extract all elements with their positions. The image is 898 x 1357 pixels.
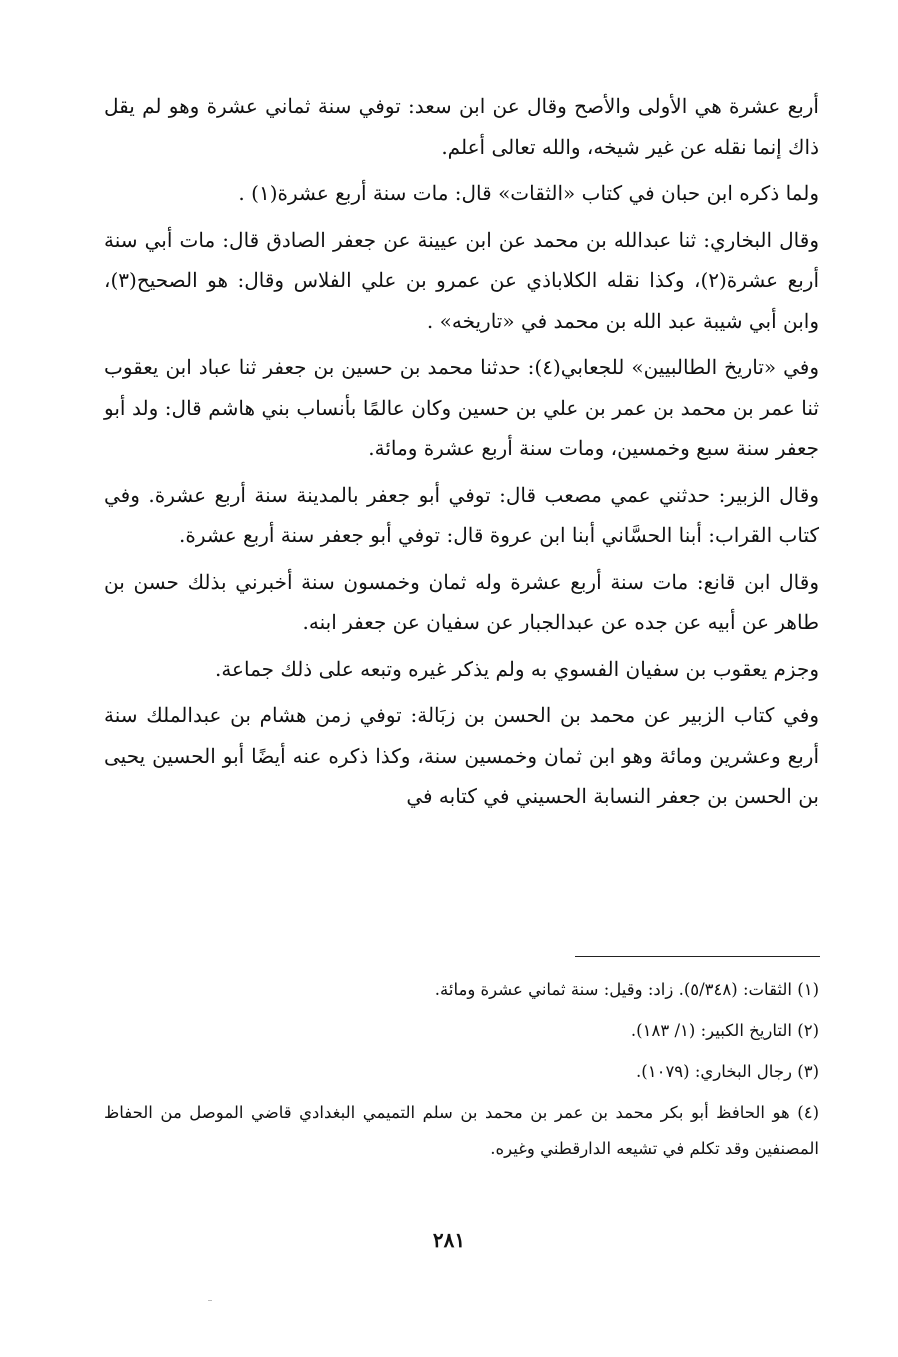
paragraph: وقال الزبير: حدثني عمي مصعب قال: توفي أبو جعفر بالمدينة سنة أربع عشرة. وفي كتاب القراب: أبنا الحسَّاني أبنا ابن عروة قال: توفي أبو جعفر سنة أربع عشرة. bbox=[104, 482, 819, 547]
page-number: ٢٨١ bbox=[432, 1228, 466, 1252]
paragraph: وقال ابن قانع: مات سنة أربع عشرة وله ثمان وخمسون سنة أخبرني بذلك حسن بن طاهر عن أبيه عن جده عن عبدالجبار عن سفيان عن جعفر ابنه. bbox=[104, 569, 819, 634]
footnote-divider bbox=[575, 956, 820, 957]
footnote: (٣) رجال البخاري: (١٠٧٩). bbox=[636, 1062, 819, 1081]
main-text bbox=[104, 86, 819, 823]
footnote: (١) الثقات: (٥/٣٤٨). زاد: وقيل: سنة ثماني عشرة ومائة. bbox=[434, 980, 819, 999]
paragraph: وقال البخاري: ثنا عبدالله بن محمد عن ابن عيينة عن جعفر الصادق قال: مات أبي سنة أربع عشرة(٢)، وكذا نقله الكلاباذي عن عمرو بن علي الفلاس وقال: هو الصحيح(٣)، وابن أبي شيبة عبد الله بن محمد في «تاريخه» . bbox=[104, 227, 819, 333]
footnotes bbox=[104, 972, 819, 1172]
paragraph: وفي «تاريخ الطالبيين» للجعابي(٤): حدثنا محمد بن حسين بن جعفر ثنا عباد ابن يعقوب ثنا عمر بن محمد بن عمر بن علي بن حسين وكان عالمًا بأنساب بني هاشم قال: ولد أبو جعفر سنة سبع وخمسين، ومات سنة أربع عشرة ومائة. bbox=[104, 355, 819, 460]
footnote: (٤) هو الحافظ أبو بكر محمد بن عمر بن محمد بن سلم التميمي البغدادي قاضي الموصل من الحفاظ المصنفين وقد تكلم في تشيعه الدارقطني وغيره. bbox=[104, 1103, 819, 1158]
footnote: (٢) التاريخ الكبير: (١/ ١٨٣). bbox=[630, 1021, 819, 1040]
paragraph: وفي كتاب الزبير عن محمد بن الحسن بن زبَالة: توفي زمن هشام بن عبدالملك سنة أربع وعشرين ومائة وهو ابن ثمان وخمسين سنة، وكذا ذكره عنه أيضًا أبو الحسين يحيى بن الحسن بن جعفر النسابة الحسيني في كتابه في bbox=[104, 703, 819, 808]
scan-speck bbox=[208, 1300, 212, 1301]
paragraph: أربع عشرة هي الأولى والأصح وقال عن ابن سعد: توفي سنة ثماني عشرة وهو لم يقل ذاك إنما نقله عن غير شيخه، والله تعالى أعلم. bbox=[104, 94, 819, 159]
paragraph: ولما ذكره ابن حبان في كتاب «الثقات» قال: مات سنة أربع عشرة(١) . bbox=[238, 181, 819, 205]
paragraph: وجزم يعقوب بن سفيان الفسوي به ولم يذكر غيره وتبعه على ذلك جماعة. bbox=[214, 656, 819, 681]
